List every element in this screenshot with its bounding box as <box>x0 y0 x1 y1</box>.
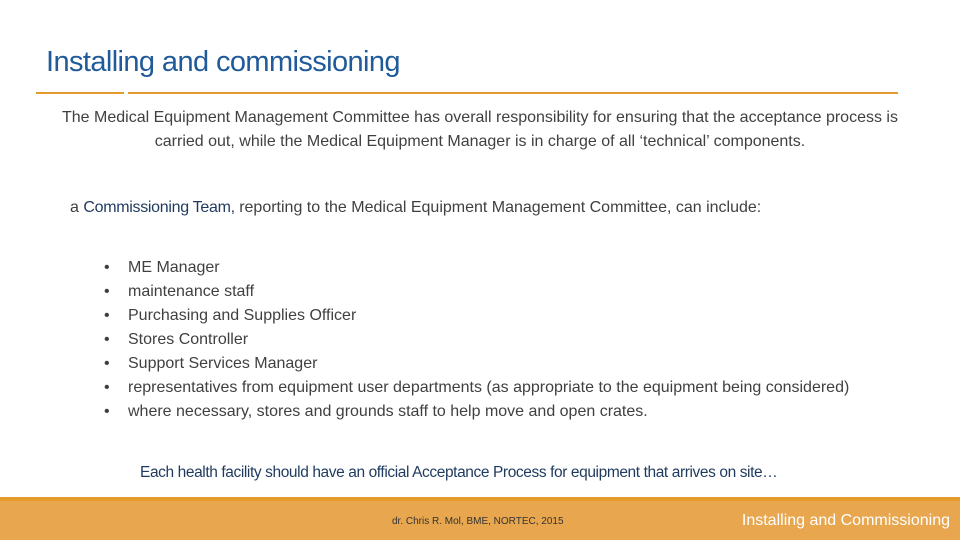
footer-title: Installing and Commissioning <box>741 512 950 529</box>
list-item-text: Support Services Manager <box>128 355 318 372</box>
list-item <box>100 280 860 304</box>
bullet-icon: • <box>104 307 110 324</box>
list-item <box>100 256 860 280</box>
bullet-icon: • <box>104 331 110 348</box>
title-underline-left <box>36 92 124 94</box>
team-member-list <box>100 256 860 424</box>
list-item-text: Purchasing and Supplies Officer <box>128 307 357 324</box>
bullet-icon: • <box>104 403 110 420</box>
lead-prefix: a <box>70 199 84 216</box>
list-item <box>100 352 860 376</box>
list-item <box>100 328 860 352</box>
bullet-icon: • <box>104 283 110 300</box>
lead-paragraph <box>70 196 830 220</box>
bullet-icon: • <box>104 379 110 396</box>
list-item-text: representatives from equipment user departments (as appropriate to the equipment being considered) <box>128 379 850 396</box>
list-item-text: maintenance staff <box>128 283 255 300</box>
list-item-text: ME Manager <box>128 259 220 276</box>
slide-title: Installing and commissioning <box>46 46 400 78</box>
footer-credit: dr. Chris R. Mol, BME, NORTEC, 2015 <box>392 516 564 527</box>
lead-emphasis: Commissioning Team, <box>83 199 235 216</box>
list-item <box>100 400 860 424</box>
lead-suffix: reporting to the Medical Equipment Management Committee, can include: <box>234 199 762 216</box>
bullet-icon: • <box>104 259 110 276</box>
list-item-text: Stores Controller <box>128 331 249 348</box>
list-item <box>100 304 860 328</box>
intro-paragraph: The Medical Equipment Management Committee has overall responsibility for ensuring that the acceptance process is carried out, while the Medical Equipment Manager is in charge of all ‘technical’ components. <box>62 109 898 150</box>
acceptance-process-callout: Each health facility should have an official Acceptance Process for equipment that arrives on site… <box>140 464 778 481</box>
title-underline-right <box>128 92 898 94</box>
list-item <box>100 376 860 400</box>
list-item-text: where necessary, stores and grounds staff to help move and open crates. <box>128 403 648 420</box>
bullet-icon: • <box>104 355 110 372</box>
